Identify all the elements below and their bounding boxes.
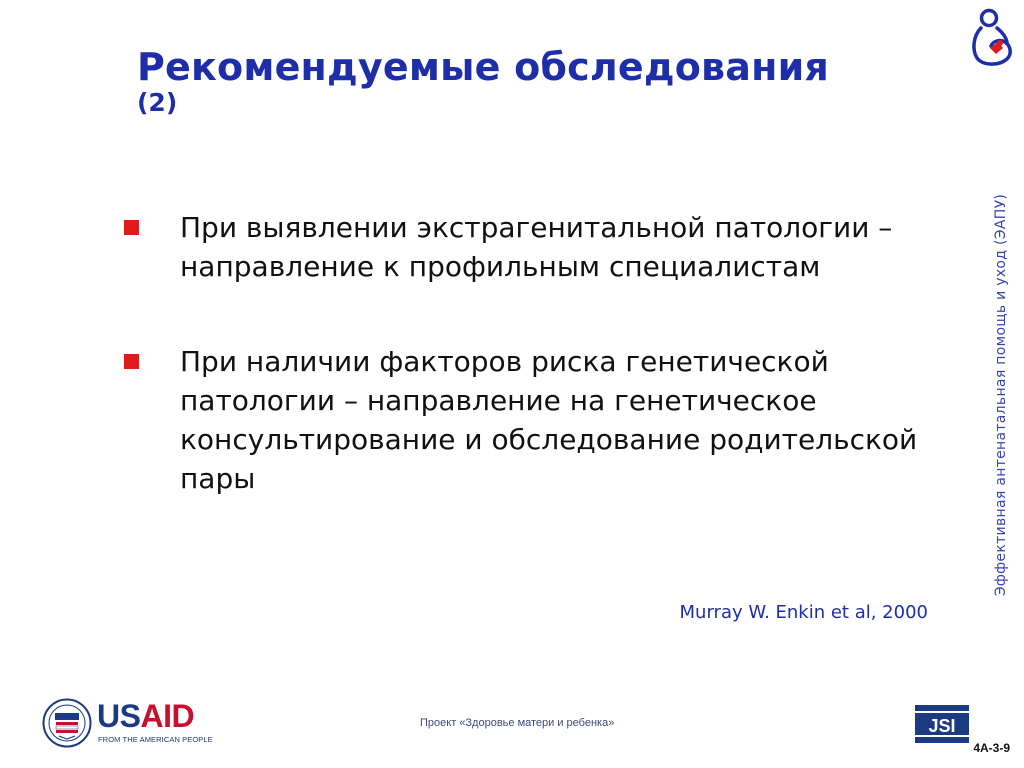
square-bullet-icon bbox=[124, 354, 139, 369]
bullet-item bbox=[122, 342, 922, 498]
slide-title-part: (2) bbox=[137, 87, 178, 117]
usaid-logo bbox=[42, 698, 213, 752]
mother-and-child-logo-icon bbox=[969, 6, 1015, 68]
usaid-tagline: FROM THE AMERICAN PEOPLE bbox=[98, 735, 213, 744]
slide-title-main: Рекомендуемые обследования bbox=[137, 45, 830, 89]
bullet-text: При наличии факторов риска генетической патологии – направление на генетическое консультирование и обследование родительской пары bbox=[180, 345, 918, 495]
usaid-wordmark: USAID bbox=[97, 698, 195, 734]
svg-text:JSI: JSI bbox=[928, 716, 956, 736]
side-caption: Эффективная антенатальная помощь и уход (ЭАПУ) bbox=[993, 193, 1009, 597]
usaid-seal-icon bbox=[42, 698, 92, 748]
bullet-list bbox=[122, 208, 922, 498]
footer-project-text: Проект «Здоровье матери и ребенка» bbox=[420, 717, 615, 729]
slide-number: 4A-3-9 bbox=[973, 741, 1010, 755]
square-bullet-icon bbox=[124, 220, 139, 235]
bullet-item bbox=[122, 208, 922, 286]
jsi-logo-icon bbox=[915, 705, 969, 743]
citation: Murray W. Enkin et al, 2000 bbox=[679, 602, 928, 623]
slide-title bbox=[137, 45, 967, 117]
bullet-text: При выявлении экстрагенитальной патологии – направление к профильным специалистам bbox=[180, 211, 893, 283]
